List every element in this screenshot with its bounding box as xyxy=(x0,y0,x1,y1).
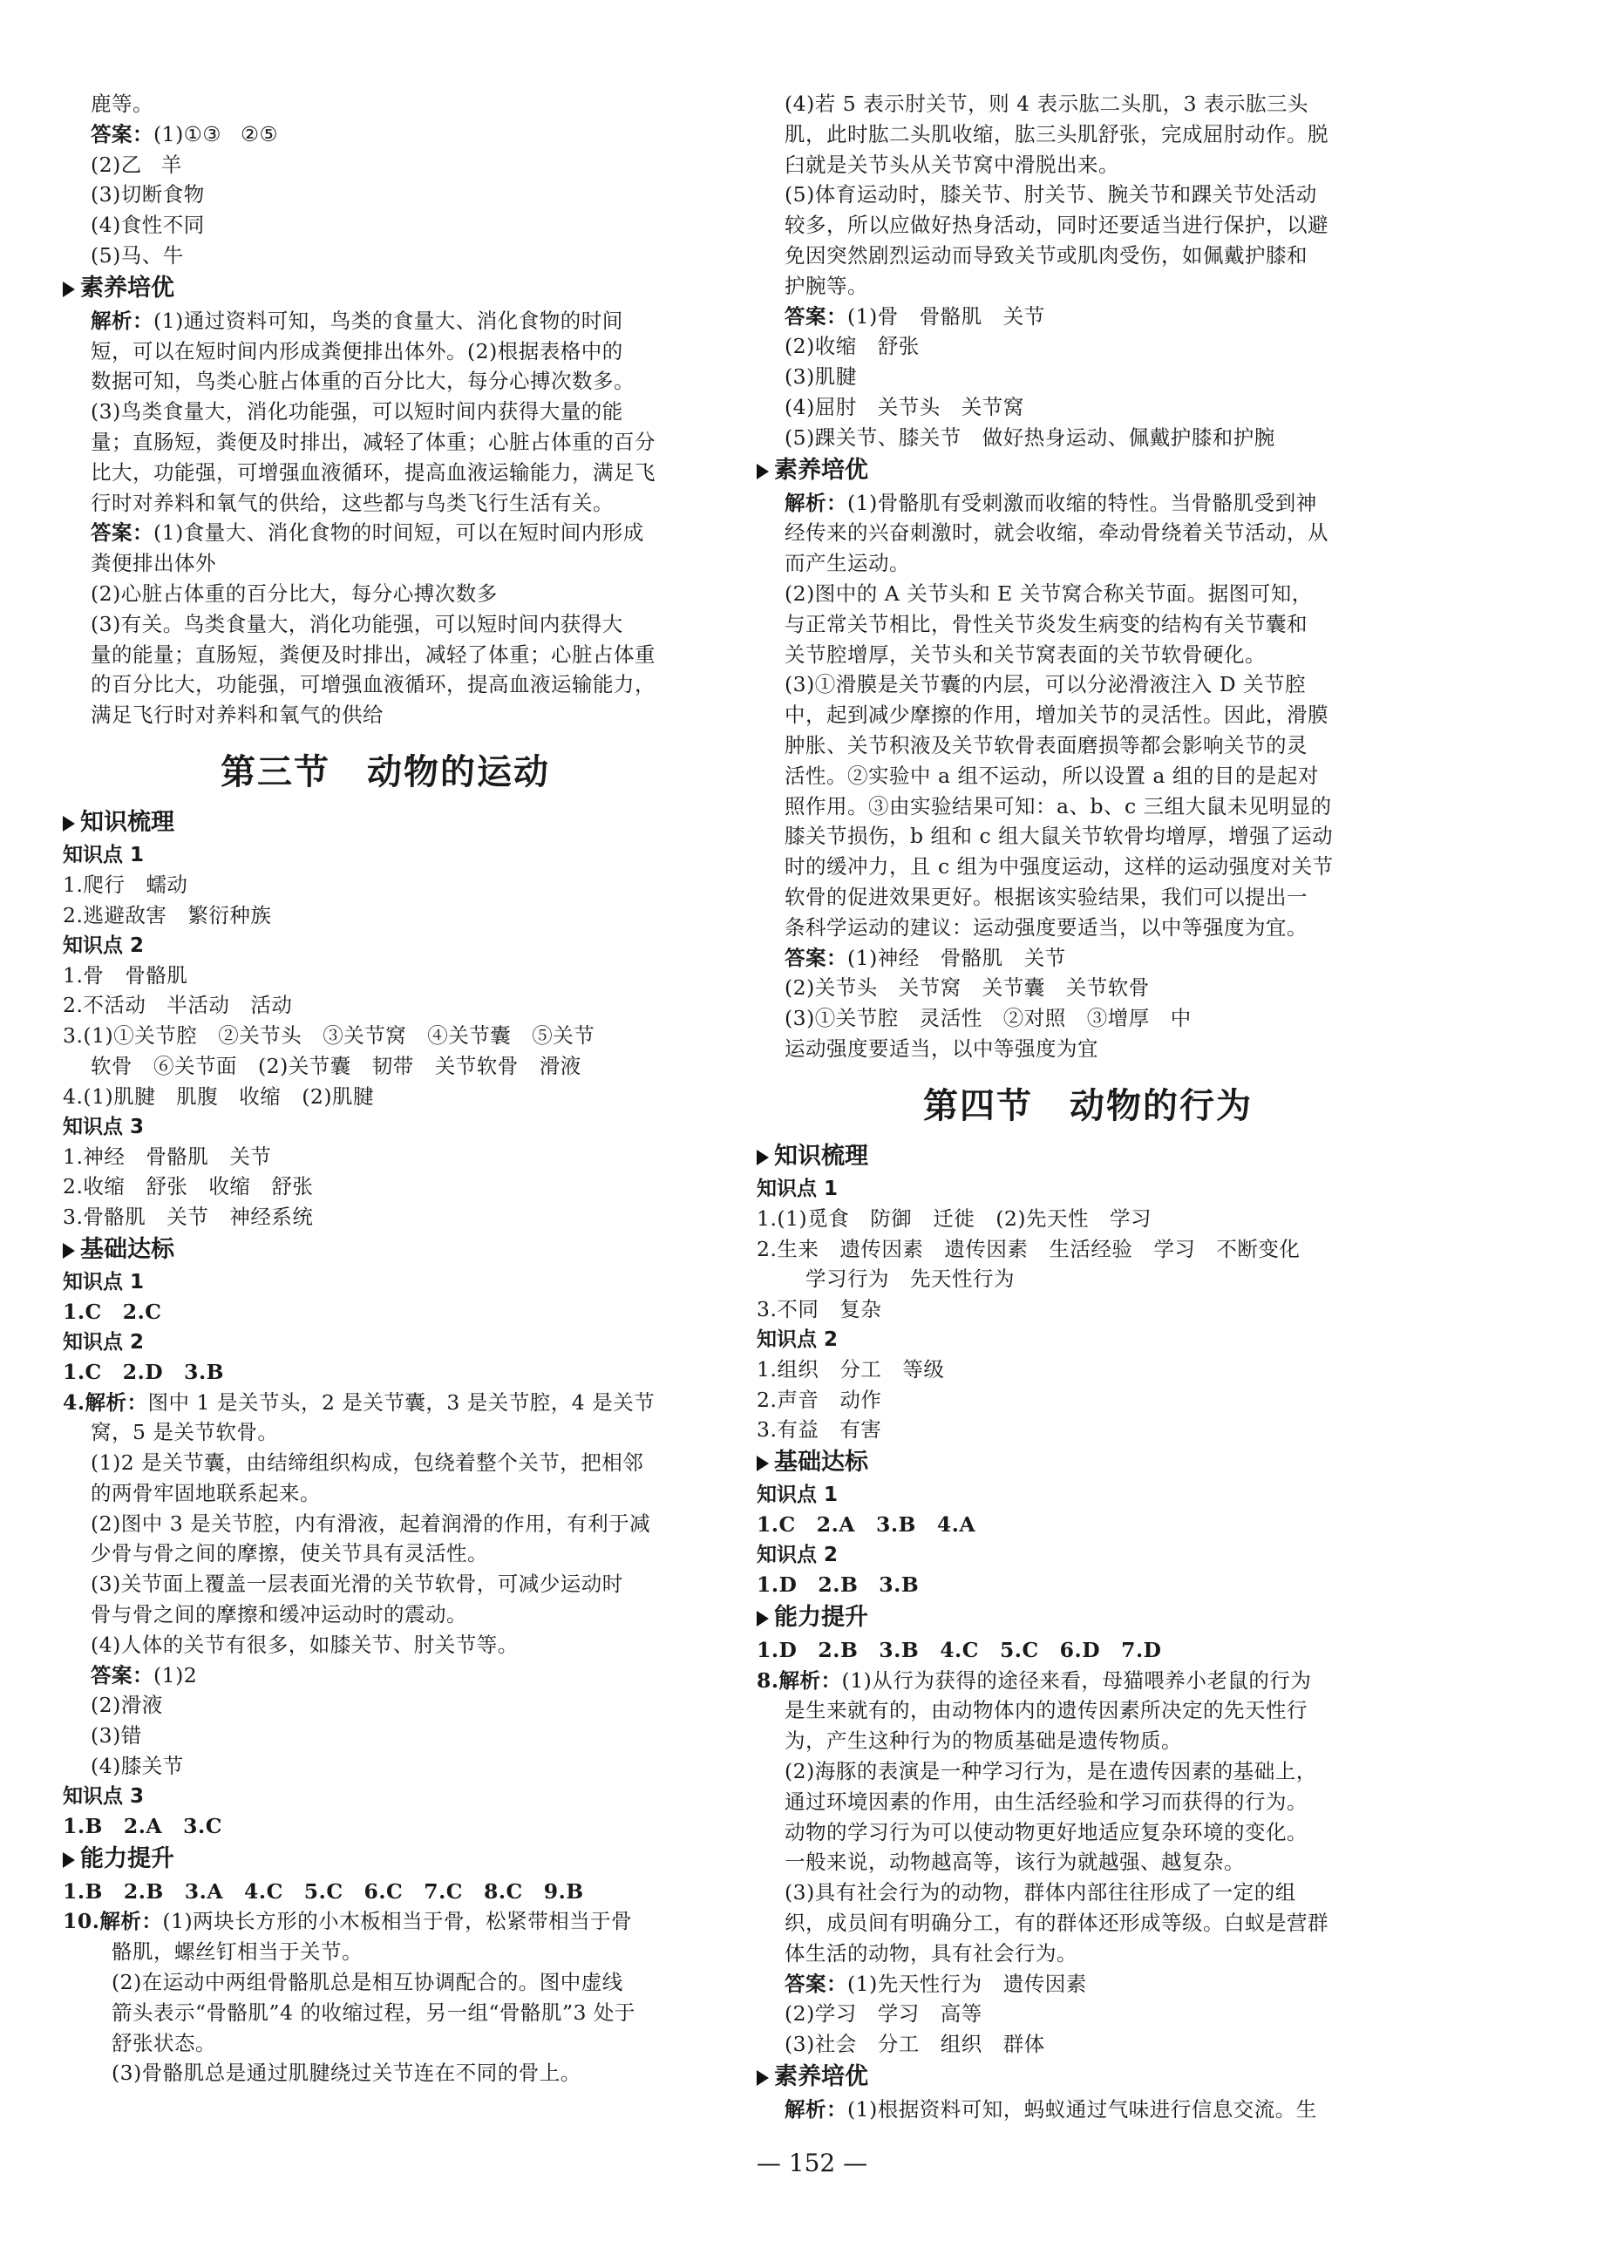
section-heading: 知识梳理 xyxy=(63,807,708,839)
triangle-marker-icon xyxy=(757,2070,769,2086)
knowledge-point-label: 知识点 3 xyxy=(63,1784,145,1808)
answer-line: 答案：(1)骨 骨骼肌 关节 xyxy=(785,303,1045,329)
answer-line: 1.C 2.A 3.B 4.A xyxy=(757,1512,976,1538)
text-line: 3.骨骼肌 关节 神经系统 xyxy=(63,1205,314,1230)
text-line: 8.解析：(1)从行为获得的途径来看，母猫喂养小老鼠的行为 xyxy=(757,1667,1312,1693)
text-line: (3)鸟类食量大，消化功能强，可以短时间内获得大量的能 xyxy=(91,399,623,424)
text-line: 2.收缩 舒张 收缩 舒张 xyxy=(63,1174,314,1199)
section-heading: 能力提升 xyxy=(63,1844,708,1875)
text-line: 通过环境因素的作用，由生活经验和学习而获得的行为。 xyxy=(785,1789,1308,1814)
answer-line: 1.C 2.D 3.B xyxy=(63,1359,225,1384)
text-line: 3.不同 复杂 xyxy=(757,1297,882,1322)
text-line: 经传来的兴奋刺激时，就会收缩，牵动骨绕着关节活动，从 xyxy=(785,520,1328,546)
text-line: 一般来说，动物越高等，该行为就越强、越复杂。 xyxy=(785,1850,1245,1875)
section-heading: 基础达标 xyxy=(63,1234,708,1266)
text-line: 1.骨 骨骼肌 xyxy=(63,962,188,988)
text-line: 4.(1)肌腱 肌腹 收缩 (2)肌腱 xyxy=(63,1083,374,1109)
answer-line: 答案：(1)2 xyxy=(91,1662,198,1687)
text-line: 行时对养料和氧气的供给，这些都与鸟类飞行生活有关。 xyxy=(91,490,614,515)
text-line: 与正常关节相比，骨性关节炎发生病变的结构有关节囊和 xyxy=(785,611,1308,636)
text-line: (2)海豚的表演是一种学习行为，是在遗传因素的基础上， xyxy=(785,1759,1317,1784)
text-line: (3)①滑膜是关节囊的内层，可以分泌滑液注入 D 关节腔 xyxy=(785,672,1307,697)
triangle-marker-icon xyxy=(63,816,75,832)
text-line: 解析：(1)骨骼肌有受刺激而收缩的特性。当骨骼肌受到神 xyxy=(785,490,1317,515)
knowledge-point-label: 知识点 1 xyxy=(757,1484,839,1507)
right-column xyxy=(757,89,1419,2125)
text-line: 骨与骨之间的摩擦和缓冲运动时的震动。 xyxy=(91,1602,467,1627)
text-line: 膝关节损伤，b 组和 c 组大鼠关节软骨均增厚，增强了运动 xyxy=(785,824,1334,849)
text-line: (4)若 5 表示肘关节，则 4 表示肱二头肌，3 表示肱三头 xyxy=(785,92,1308,116)
text-line: 体生活的动物，具有社会行为。 xyxy=(785,1940,1077,1966)
triangle-marker-icon xyxy=(63,1852,75,1868)
text-line: 软骨的促进效果更好。根据该实验结果，我们可以提出一 xyxy=(785,884,1308,909)
text-line: 比大，功能强，可增强血液循环，提高血液运输能力，满足飞 xyxy=(91,459,656,485)
text-line: 1.(1)觅食 防御 迁徙 (2)先天性 学习 xyxy=(757,1205,1152,1231)
answer-line: 答案：(1)①③ ②⑤ xyxy=(91,121,279,146)
answer-line: (3)有关。鸟类食量大，消化功能强，可以短时间内获得大 xyxy=(91,611,623,636)
text-line: 鹿等。 xyxy=(91,92,153,116)
text-line: 3.(1)①关节腔 ②关节头 ③关节窝 ④关节囊 ⑤关节 xyxy=(63,1023,595,1049)
answer-line: 1.B 2.A 3.C xyxy=(63,1813,222,1838)
text-line: 2.生来 遗传因素 遗传因素 生活经验 学习 不断变化 xyxy=(757,1236,1301,1261)
answer-line: 1.C 2.C xyxy=(63,1299,162,1324)
text-line: 解析：(1)通过资料可知，鸟类的食量大、消化食物的时间 xyxy=(91,308,623,333)
answer-line: (2)心脏占体重的百分比大，每分心搏次数多 xyxy=(91,581,498,606)
text-line: (4)人体的关节有很多，如膝关节、肘关节等。 xyxy=(91,1632,519,1657)
chapter-title: 第四节 动物的行为 xyxy=(923,1085,1253,1126)
text-line: 织，成员间有明确分工，有的群体还形成等级。白蚁是营群 xyxy=(785,1911,1328,1936)
knowledge-point-label: 知识点 2 xyxy=(757,1544,839,1567)
answer-line: 答案：(1)先天性行为 遗传因素 xyxy=(785,1971,1087,1996)
knowledge-point-label: 知识点 2 xyxy=(757,1328,839,1351)
section-heading: 基础达标 xyxy=(757,1447,1419,1478)
answer-line: (3)肌腱 xyxy=(785,364,857,390)
knowledge-point-label: 知识点 2 xyxy=(63,1330,145,1354)
answer-line: 1.D 2.B 3.B xyxy=(757,1572,920,1598)
answer-line: (5)踝关节、膝关节 做好热身运动、佩戴护膝和护腕 xyxy=(785,424,1275,450)
text-line: (1)2 是关节囊，由结缔组织构成，包绕着整个关节，把相邻 xyxy=(91,1450,644,1476)
text-line: 臼就是关节头从关节窝中滑脱出来。 xyxy=(785,152,1119,177)
answer-line: (2)关节头 关节窝 关节囊 关节软骨 xyxy=(785,975,1150,1001)
section-heading: 能力提升 xyxy=(757,1602,1419,1633)
text-line: 少骨与骨之间的摩擦，使关节具有灵活性。 xyxy=(91,1541,488,1566)
answer-line: (4)膝关节 xyxy=(91,1754,184,1779)
text-line: 免因突然剧烈运动而导致关节或肌肉受伤，如佩戴护膝和 xyxy=(785,242,1308,268)
answer-line: (2)滑液 xyxy=(91,1693,163,1718)
text-line: 1.爬行 蠕动 xyxy=(63,872,188,897)
text-line: (2)图中的 A 关节头和 E 关节窝合称关节面。据图可知， xyxy=(785,581,1313,606)
text-line: 肿胀、关节积液及关节软骨表面磨损等都会影响关节的灵 xyxy=(785,732,1308,757)
text-line: 动物的学习行为可以使动物更好地适应复杂环境的变化。 xyxy=(785,1819,1308,1844)
chapter-title: 第三节 动物的运动 xyxy=(221,751,550,792)
section-heading: 素养培优 xyxy=(757,455,1419,486)
section-heading: 素养培优 xyxy=(63,273,708,304)
text-line: 中，起到减少摩擦的作用，增加关节的灵活性。因此，滑膜 xyxy=(785,703,1328,728)
text-line: 箭头表示“骨骼肌”4 的收缩过程，另一组“骨骼肌”3 处于 xyxy=(112,2000,635,2025)
text-line: 照作用。③由实验结果可知：a、b、c 三组大鼠未见明显的 xyxy=(785,793,1332,818)
page-number: — 152 — xyxy=(756,2149,868,2177)
triangle-marker-icon xyxy=(757,1456,769,1471)
text-line: 2.逃避敌害 繁衍种族 xyxy=(63,902,272,927)
triangle-marker-icon xyxy=(757,1150,769,1165)
text-line: 短，可以在短时间内形成粪便排出体外。(2)根据表格中的 xyxy=(91,338,623,363)
answer-line: 运动强度要适当，以中等强度为宜 xyxy=(785,1036,1098,1061)
text-line: 1.神经 骨骼肌 关节 xyxy=(63,1144,272,1169)
text-line: 10.解析：(1)两块长方形的小木板相当于骨，松紧带相当于骨 xyxy=(63,1909,633,1934)
text-line: 肌，此时肱二头肌收缩，肱三头肌舒张，完成屈肘动作。脱 xyxy=(785,121,1328,146)
answer-line: 粪便排出体外 xyxy=(91,551,216,576)
knowledge-point-label: 知识点 2 xyxy=(63,934,145,957)
triangle-marker-icon xyxy=(63,282,75,297)
text-line: (2)在运动中两组骨骼肌总是相互协调配合的。图中虚线 xyxy=(112,1970,623,1995)
text-line: 而产生运动。 xyxy=(785,551,910,576)
triangle-marker-icon xyxy=(757,464,769,479)
text-line: 4.解析：图中 1 是关节头，2 是关节囊，3 是关节腔，4 是关节 xyxy=(63,1389,656,1415)
text-line: 量；直肠短，粪便及时排出，减轻了体重；心脏占体重的百分 xyxy=(91,429,656,454)
text-line: 条科学运动的建议：运动强度要适当，以中等强度为宜。 xyxy=(785,914,1308,940)
answer-line: (3)①关节腔 灵活性 ②对照 ③增厚 中 xyxy=(785,1006,1192,1031)
answer-line: (3)错 xyxy=(91,1723,142,1749)
text-line: 2.声音 动作 xyxy=(757,1387,882,1412)
text-line: 舒张状态。 xyxy=(112,2030,216,2055)
text-line: 数据可知，鸟类心脏占体重的百分比大，每分心搏次数多。 xyxy=(91,369,635,394)
section-heading: 知识梳理 xyxy=(757,1141,1419,1172)
answer-line: 量的能量；直肠短，粪便及时排出，减轻了体重；心脏占体重 xyxy=(91,642,656,667)
text-line: 软骨 ⑥关节面 (2)关节囊 韧带 关节软骨 滑液 xyxy=(91,1053,581,1078)
answer-line: (3)切断食物 xyxy=(91,182,205,207)
text-line: 关节腔增厚，关节头和关节窝表面的关节软骨硬化。 xyxy=(785,642,1266,667)
answer-line: 1.B 2.B 3.A 4.C 5.C 6.C 7.C 8.C 9.B xyxy=(63,1878,584,1904)
text-line: 2.不活动 半活动 活动 xyxy=(63,993,293,1018)
knowledge-point-label: 知识点 3 xyxy=(63,1115,145,1138)
text-line: 解析：(1)根据资料可知，蚂蚁通过气味进行信息交流。生 xyxy=(785,2097,1317,2122)
triangle-marker-icon xyxy=(757,1611,769,1626)
answer-line: 答案：(1)食量大、消化食物的时间短，可以在短时间内形成 xyxy=(91,520,644,546)
text-line: (3)具有社会行为的动物，群体内部往往形成了一定的组 xyxy=(785,1880,1296,1905)
text-line: 窝，5 是关节软骨。 xyxy=(91,1420,279,1445)
knowledge-point-label: 知识点 1 xyxy=(757,1177,839,1200)
text-line: 学习行为 先天性行为 xyxy=(805,1266,1015,1292)
text-line: 护腕等。 xyxy=(785,273,868,298)
text-line: 1.组织 分工 等级 xyxy=(757,1356,945,1382)
answer-line: (4)屈肘 关节头 关节窝 xyxy=(785,394,1024,419)
answer-line: (5)马、牛 xyxy=(91,242,184,268)
section-heading: 素养培优 xyxy=(757,2061,1419,2093)
answer-line: 的百分比大，功能强，可增强血液循环，提高血液运输能力， xyxy=(91,672,656,697)
answer-line: (2)收缩 舒张 xyxy=(785,334,920,359)
answer-line: (4)食性不同 xyxy=(91,213,205,238)
answer-line: 1.D 2.B 3.B 4.C 5.C 6.D 7.D xyxy=(757,1637,1162,1662)
text-line: (3)关节面上覆盖一层表面光滑的关节软骨，可减少运动时 xyxy=(91,1572,623,1597)
answer-line: 答案：(1)神经 骨骼肌 关节 xyxy=(785,945,1066,970)
knowledge-point-label: 知识点 1 xyxy=(63,1270,145,1294)
text-line: 活性。②实验中 a 组不运动，所以设置 a 组的目的是起对 xyxy=(785,763,1319,788)
triangle-marker-icon xyxy=(63,1243,75,1259)
answer-line: (2)学习 学习 高等 xyxy=(785,2001,982,2027)
text-line: 时的缓冲力，且 c 组为中强度运动，这样的运动强度对关节 xyxy=(785,854,1334,879)
answer-line: (2)乙 羊 xyxy=(91,152,182,177)
text-line: 的两骨牢固地联系起来。 xyxy=(91,1480,321,1505)
answer-line: 满足飞行时对养料和氧气的供给 xyxy=(91,703,384,728)
text-line: 骼肌，螺丝钉相当于关节。 xyxy=(112,1939,363,1965)
knowledge-point-label: 知识点 1 xyxy=(63,843,145,866)
text-line: 3.有益 有害 xyxy=(757,1417,882,1443)
text-line: 是生来就有的，由动物体内的遗传因素所决定的先天性行 xyxy=(785,1698,1308,1723)
left-column xyxy=(63,89,708,2088)
answer-line: (3)社会 分工 组织 群体 xyxy=(785,2032,1045,2057)
text-line: 为，产生这种行为的物质基础是遗传物质。 xyxy=(785,1728,1182,1754)
text-line: 较多，所以应做好热身活动，同时还要适当进行保护，以避 xyxy=(785,213,1328,238)
text-line: (5)体育运动时，膝关节、肘关节、腕关节和踝关节处活动 xyxy=(785,182,1317,207)
text-line: (2)图中 3 是关节腔，内有滑液，起着润滑的作用，有利于减 xyxy=(91,1511,651,1536)
text-line: (3)骨骼肌总是通过肌腱绕过关节连在不同的骨上。 xyxy=(112,2061,581,2086)
